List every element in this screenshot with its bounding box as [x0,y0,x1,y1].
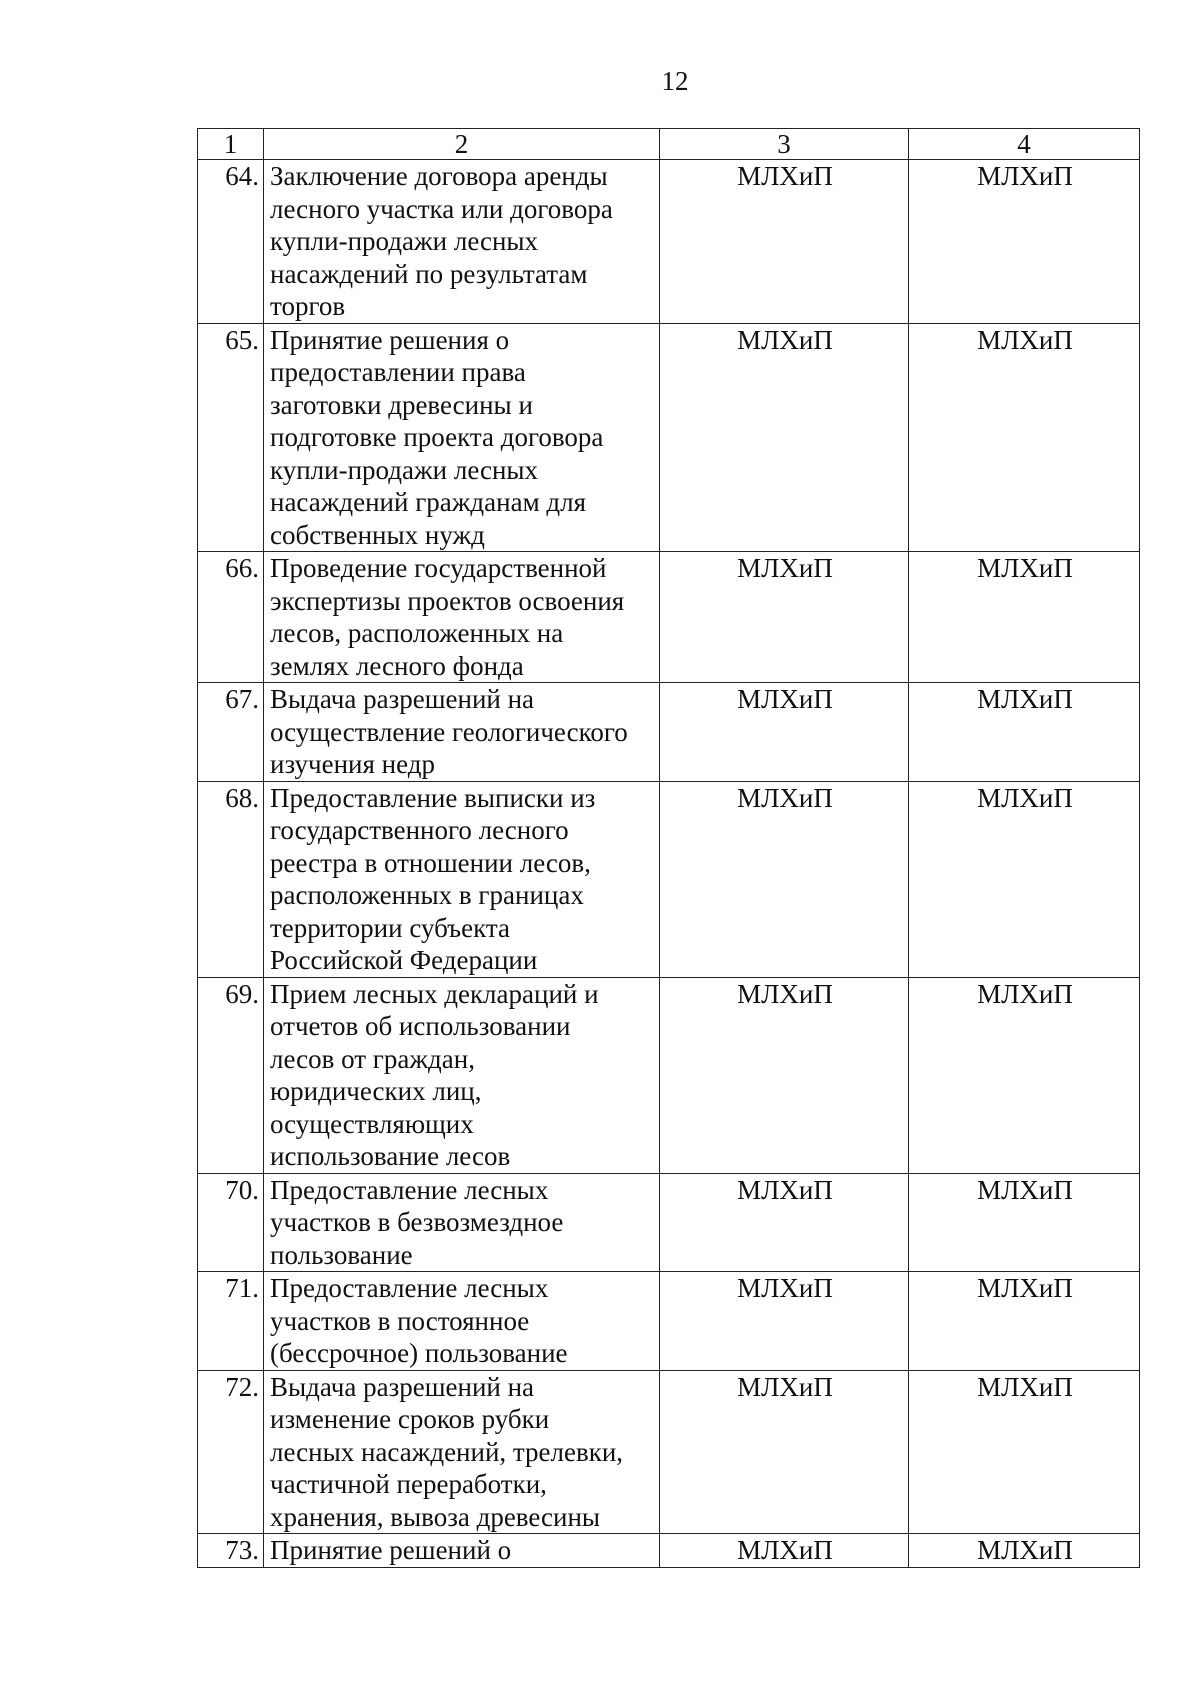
service-name-line: заготовки древесины и [270,389,533,420]
column-4-value: МЛХиП [909,323,1140,552]
service-name-cell [264,977,660,1173]
column-header-4: 4 [909,129,1140,160]
column-header-2: 2 [264,129,660,160]
service-name-line: насаждений по результатам [270,258,588,289]
service-name-cell [264,160,660,324]
column-3-value: МЛХиП [660,160,909,324]
service-name-line: Принятие решения о [270,324,510,355]
service-name-cell [264,1272,660,1371]
service-name-line: Принятие решений о [270,1535,512,1565]
service-name-line: купли-продажи лесных [270,454,539,485]
column-header-3: 3 [660,129,909,160]
service-name-line: лесов, расположенных на [270,618,564,648]
table-row [198,1173,1140,1272]
column-3-value: МЛХиП [660,552,909,683]
service-name-line: осуществление геологического [270,716,628,747]
service-name-line: (бессрочное) пользование [270,1338,568,1368]
row-number: 66. [198,552,264,683]
service-name-line: участков в постоянное [270,1305,530,1336]
service-name-cell [264,1370,660,1534]
service-name-line: Проведение государственной [270,553,607,583]
column-4-value: МЛХиП [909,1370,1140,1534]
service-name-line: купли-продажи лесных [270,226,539,256]
service-name-cell [264,552,660,683]
service-name-line: лесного участка или договора [270,193,613,224]
service-name-line: изменение сроков рубки [270,1404,550,1434]
row-number: 70. [198,1173,264,1272]
row-number: 72. [198,1370,264,1534]
service-name-line: осуществляющих [270,1108,474,1139]
service-name-line: изучения недр [270,749,435,779]
services-table [197,128,1140,1568]
column-3-value: МЛХиП [660,1173,909,1272]
service-name-line: отчетов об использовании [270,1011,571,1041]
service-name-line: территории субъекта [270,912,510,943]
service-name-line: Российской Федерации [270,945,538,975]
service-name-line: участков в безвозмездное [270,1207,564,1237]
column-3-value: МЛХиП [660,1370,909,1534]
column-3-value: МЛХиП [660,977,909,1173]
service-name-line: лесных насаждений, трелевки, [270,1436,624,1467]
column-4-value: МЛХиП [909,160,1140,324]
column-4-value: МЛХиП [909,1173,1140,1272]
service-name-line: Выдача разрешений на [270,1371,535,1402]
table-row [198,1272,1140,1371]
service-name-line: Прием лесных деклараций и [270,978,599,1009]
row-number: 71. [198,1272,264,1371]
table-row [198,977,1140,1173]
row-number: 64. [198,160,264,324]
service-name-line: насаждений гражданам для [270,487,587,517]
column-3-value: МЛХиП [660,781,909,977]
column-4-value: МЛХиП [909,552,1140,683]
column-3-value: МЛХиП [660,1534,909,1568]
service-name-line: Предоставление лесных [270,1174,549,1205]
column-4-value: МЛХиП [909,1534,1140,1568]
row-number: 73. [198,1534,264,1568]
table-row [198,781,1140,977]
service-name-cell [264,1534,660,1568]
service-name-line: Предоставление лесных [270,1273,549,1303]
service-name-line: экспертизы проектов освоения [270,585,625,616]
column-4-value: МЛХиП [909,683,1140,782]
table-header-row [198,129,1140,160]
service-name-line: реестра в отношении лесов, [270,847,591,878]
column-4-value: МЛХиП [909,1272,1140,1371]
service-name-line: лесов от граждан, [270,1043,475,1074]
row-number: 68. [198,781,264,977]
service-name-line: подготовке проекта договора [270,422,604,452]
column-3-value: МЛХиП [660,323,909,552]
service-name-line: землях лесного фонда [270,650,524,681]
service-name-line: Заключение договора аренды [270,161,608,191]
table-row [198,552,1140,683]
column-4-value: МЛХиП [909,977,1140,1173]
service-name-line: юридических лиц, [270,1076,482,1106]
table-row [198,683,1140,782]
service-name-line: Выдача разрешений на [270,684,535,714]
service-name-line: частичной переработки, [270,1469,547,1499]
column-4-value: МЛХиП [909,781,1140,977]
table-row [198,160,1140,324]
service-name-line: Предоставление выписки из [270,782,596,813]
table-row [198,323,1140,552]
row-number: 65. [198,323,264,552]
row-number: 67. [198,683,264,782]
table-row [198,1370,1140,1534]
service-name-line: пользование [270,1239,413,1270]
service-name-cell [264,683,660,782]
page-number: 12 [661,66,689,96]
service-name-line: хранения, вывоза древесины [270,1501,601,1532]
service-name-line: расположенных в границах [270,880,584,910]
service-name-line: собственных нужд [270,519,485,550]
column-3-value: МЛХиП [660,1272,909,1371]
service-name-line: использование лесов [270,1141,511,1171]
service-name-cell [264,1173,660,1272]
column-header-1: 1 [198,129,264,160]
service-name-line: торгов [270,291,346,321]
column-3-value: МЛХиП [660,683,909,782]
row-number: 69. [198,977,264,1173]
service-name-line: государственного лесного [270,815,569,845]
service-name-cell [264,323,660,552]
service-name-cell [264,781,660,977]
table-row [198,1534,1140,1568]
service-name-line: предоставлении права [270,357,526,387]
